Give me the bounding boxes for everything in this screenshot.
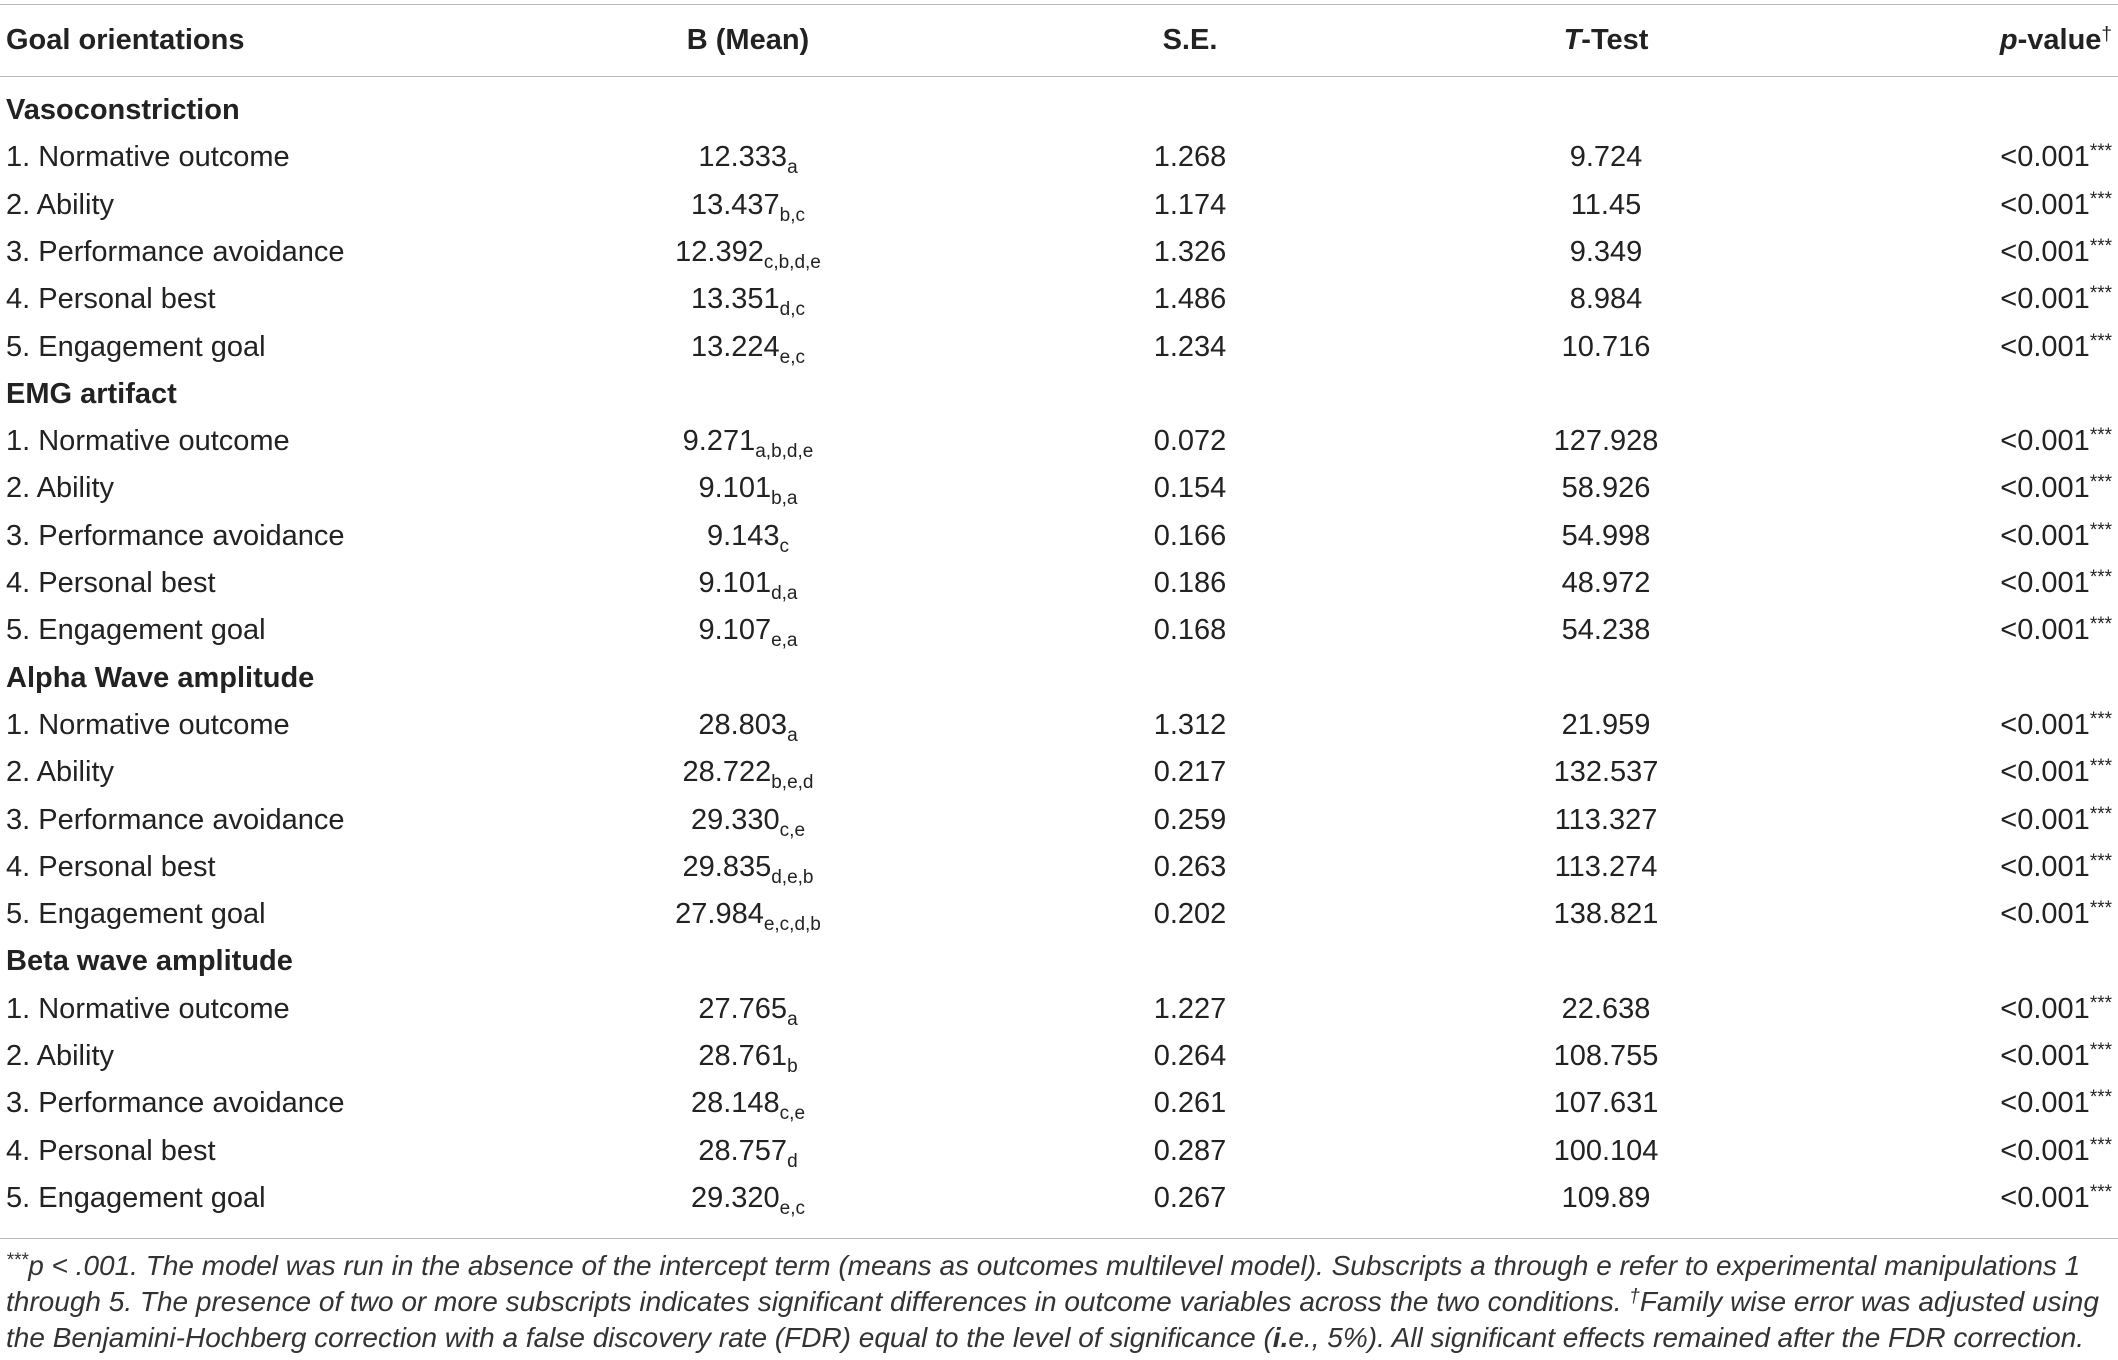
mean-subscript: a [787, 724, 798, 746]
p-value: <0.001 [2000, 898, 2090, 931]
section-title: Beta wave amplitude [6, 945, 293, 978]
p-cell [2000, 749, 2112, 796]
p-cell [2000, 513, 2112, 560]
significance-stars: *** [2089, 1134, 2112, 1156]
table-row [0, 891, 2118, 938]
goal-label: 3. Performance avoidance [6, 235, 345, 268]
se-value: 1.174 [1153, 188, 1227, 221]
p-value: <0.001 [2000, 283, 2090, 316]
table-row [0, 1128, 2118, 1175]
mean-subscript: d,e,b [771, 866, 814, 888]
mean-cell [683, 844, 814, 891]
mean-cell [691, 1175, 805, 1222]
table-row [0, 1080, 2118, 1127]
significance-stars: *** [2089, 850, 2112, 872]
table-row [0, 418, 2118, 465]
goal-label: 2. Ability [6, 756, 114, 789]
mean-value: 29.835 [682, 850, 772, 883]
significance-stars: *** [2089, 803, 2112, 825]
mean-subscript: e,a [771, 630, 798, 652]
se-value: 1.326 [1153, 235, 1227, 268]
p-value: <0.001 [2000, 188, 2090, 221]
t-value: 113.327 [1554, 803, 1658, 836]
mean-value: 28.757 [698, 1134, 788, 1167]
significance-stars: *** [2089, 188, 2112, 210]
se-value: 0.287 [1153, 1134, 1227, 1167]
t-value: 113.274 [1554, 850, 1658, 883]
p-value: <0.001 [2000, 708, 2090, 741]
goal-label: 3. Performance avoidance [6, 519, 345, 552]
se-value: 0.267 [1153, 1181, 1227, 1214]
mean-value: 9.143 [706, 519, 780, 552]
section-title: Vasoconstriction [6, 94, 240, 126]
mean-subscript: c,b,d,e [763, 251, 821, 273]
table-row [0, 797, 2118, 844]
table-row [0, 844, 2118, 891]
significance-stars: *** [2089, 1087, 2112, 1109]
p-value: <0.001 [2000, 235, 2090, 268]
mean-value: 9.271 [682, 425, 756, 458]
se-value: 1.227 [1153, 992, 1227, 1025]
table-row [0, 182, 2118, 229]
mean-cell [683, 418, 814, 465]
significance-stars: *** [2089, 472, 2112, 494]
t-value: 48.972 [1561, 567, 1651, 599]
mean-cell [699, 560, 798, 607]
header-goal-orientations: Goal orientations [6, 24, 245, 56]
p-value: <0.001 [2000, 803, 2090, 836]
section-header-row [0, 87, 2118, 134]
t-value: 132.537 [1553, 756, 1659, 789]
goal-label: 5. Engagement goal [6, 898, 266, 931]
t-value: 11.45 [1570, 188, 1642, 221]
p-value: <0.001 [2000, 425, 2090, 458]
header-t-italic: T [1563, 24, 1582, 56]
significance-stars: *** [2089, 1181, 2112, 1203]
table-row [0, 1033, 2118, 1080]
mean-cell [691, 324, 805, 371]
t-value: 107.631 [1553, 1087, 1659, 1120]
mean-cell [675, 229, 821, 276]
significance-stars: *** [2089, 756, 2112, 778]
significance-stars: *** [2089, 1040, 2112, 1061]
mean-subscript: d [787, 1150, 798, 1172]
t-value: 109.89 [1561, 1181, 1651, 1214]
t-value: 10.716 [1561, 330, 1651, 363]
significance-stars: *** [2089, 708, 2112, 730]
p-cell [2000, 229, 2112, 276]
p-cell [2000, 1033, 2112, 1080]
section-header-row [0, 938, 2118, 985]
mean-value: 9.101 [698, 472, 772, 505]
footnote-stars: *** [6, 1250, 29, 1271]
p-value: <0.001 [2000, 1040, 2090, 1072]
p-cell [2000, 844, 2112, 891]
mean-subscript: d,c [779, 299, 806, 321]
goal-label: 4. Personal best [6, 1134, 216, 1167]
mean-subscript: a [787, 157, 798, 179]
p-value: <0.001 [2000, 614, 2090, 647]
mean-subscript: e,c [779, 1197, 806, 1219]
p-value: <0.001 [2000, 519, 2090, 552]
significance-stars: *** [2089, 567, 2112, 588]
mean-cell [698, 1033, 797, 1080]
header-p-value [2000, 17, 2112, 64]
se-value: 0.259 [1153, 803, 1227, 836]
mean-value: 27.984 [675, 898, 764, 931]
p-value: <0.001 [2000, 141, 2090, 174]
t-value: 138.821 [1553, 898, 1659, 931]
mean-value: 28.761 [698, 1040, 788, 1072]
top-rule [0, 4, 2118, 5]
mean-value: 9.101 [698, 567, 772, 599]
goal-label: 1. Normative outcome [6, 992, 290, 1025]
se-value: 1.268 [1153, 141, 1227, 174]
p-value: <0.001 [2000, 330, 2090, 363]
header-p-italic: p [1999, 24, 2018, 56]
t-value: 108.755 [1553, 1040, 1659, 1072]
table-row [0, 465, 2118, 512]
p-cell [2000, 134, 2112, 181]
se-value: 0.168 [1153, 614, 1227, 647]
se-value: 0.154 [1153, 472, 1227, 505]
mean-value: 28.803 [698, 708, 788, 741]
mean-subscript: e,c,d,b [763, 914, 821, 936]
significance-stars: *** [2089, 992, 2112, 1014]
mean-cell [699, 607, 798, 654]
section-title: EMG artifact [6, 377, 177, 410]
mean-cell [691, 1080, 805, 1127]
p-cell [2000, 324, 2112, 371]
goal-label: 5. Engagement goal [6, 330, 266, 363]
section-title: Alpha Wave amplitude [6, 661, 315, 694]
p-value: <0.001 [2000, 1087, 2090, 1120]
t-value: 100.104 [1553, 1134, 1659, 1167]
goal-label: 4. Personal best [6, 850, 216, 883]
p-cell [2000, 607, 2112, 654]
mean-cell [691, 797, 805, 844]
significance-stars: *** [2089, 330, 2112, 352]
goal-label: 2. Ability [6, 472, 114, 505]
t-value: 9.349 [1569, 235, 1643, 268]
header-b-mean: B (Mean) [686, 24, 810, 56]
se-value: 1.312 [1153, 708, 1227, 741]
mean-cell [698, 134, 797, 181]
mean-subscript: d,a [771, 583, 798, 604]
mean-cell [699, 465, 798, 512]
p-cell [2000, 986, 2112, 1033]
goal-label: 5. Engagement goal [6, 1181, 266, 1214]
t-value: 54.998 [1561, 519, 1651, 552]
mean-subscript: a [787, 1008, 798, 1030]
se-value: 1.234 [1153, 330, 1227, 363]
p-cell [2000, 418, 2112, 465]
bottom-rule [0, 1238, 2118, 1239]
t-value: 127.928 [1553, 425, 1659, 458]
table-row [0, 276, 2118, 323]
mean-value: 28.722 [682, 756, 772, 789]
p-cell [2000, 1175, 2112, 1222]
goal-label: 1. Normative outcome [6, 425, 290, 458]
se-value: 0.263 [1153, 850, 1227, 883]
se-value: 0.072 [1153, 425, 1227, 458]
mean-cell [698, 1128, 797, 1175]
section-header-row [0, 371, 2118, 418]
mean-subscript: b [787, 1056, 798, 1077]
header-p-suffix: -value [2017, 24, 2102, 56]
mean-cell [698, 702, 797, 749]
significance-stars: *** [2089, 283, 2112, 305]
mean-value: 13.224 [690, 330, 780, 363]
p-cell [2000, 891, 2112, 938]
p-cell [2000, 797, 2112, 844]
p-cell [2000, 560, 2112, 607]
p-value: <0.001 [2000, 472, 2090, 505]
p-cell [2000, 1128, 2112, 1175]
header-t-test [1564, 17, 1649, 64]
mean-value: 13.351 [690, 283, 780, 316]
table-row [0, 702, 2118, 749]
mean-cell [707, 513, 789, 560]
significance-stars: *** [2089, 141, 2112, 163]
table-row [0, 1175, 2118, 1222]
table-row [0, 986, 2118, 1033]
se-value: 0.202 [1153, 898, 1227, 931]
mean-subscript: a,b,d,e [755, 441, 814, 463]
t-value: 9.724 [1569, 141, 1643, 174]
goal-label: 1. Normative outcome [6, 708, 290, 741]
goal-label: 4. Personal best [6, 567, 216, 599]
mean-subscript: e,c [779, 346, 806, 368]
t-value: 8.984 [1569, 283, 1643, 316]
significance-stars: *** [2089, 425, 2112, 447]
section-header-row [0, 655, 2118, 702]
footnote-text-1: p < .001. The model was run in the absence of the intercept term (means as outcomes multilevel model). Subscripts a through e refer to experimental manipulations 1 through 5. The presence of two or more subscripts indicates significant differences in outcome variables across the two conditions. [6, 1250, 2081, 1317]
mean-value: 9.107 [698, 614, 772, 647]
mean-value: 29.330 [690, 803, 780, 836]
goal-label: 2. Ability [6, 188, 114, 221]
se-value: 0.166 [1153, 519, 1227, 552]
goal-label: 4. Personal best [6, 283, 216, 316]
mean-value: 13.437 [690, 188, 780, 221]
t-value: 22.638 [1561, 992, 1651, 1025]
significance-stars: *** [2089, 235, 2112, 257]
mean-cell [698, 986, 797, 1033]
mean-subscript: c,e [779, 819, 806, 841]
goal-label: 2. Ability [6, 1040, 114, 1072]
se-value: 1.486 [1153, 283, 1227, 316]
footnote-bold-ie: i. [1272, 1322, 1289, 1353]
table-header-row [0, 17, 2118, 64]
footnote-text-3: e., 5%). All significant effects remained after the FDR correction. [1288, 1322, 2085, 1353]
table-row [0, 749, 2118, 796]
significance-stars: *** [2089, 614, 2112, 636]
goal-label: 3. Performance avoidance [6, 1087, 345, 1120]
mean-subscript: b,c [779, 204, 806, 226]
t-value: 58.926 [1561, 472, 1651, 505]
mean-value: 12.333 [698, 141, 788, 174]
header-dagger: † [2101, 24, 2112, 45]
p-value: <0.001 [2000, 992, 2090, 1025]
t-value: 54.238 [1561, 614, 1651, 647]
p-value: <0.001 [2000, 756, 2090, 789]
footnote-dagger: † [1629, 1286, 1640, 1307]
table-row [0, 324, 2118, 371]
header-t-suffix: -Test [1581, 24, 1649, 56]
p-value: <0.001 [2000, 567, 2090, 599]
table-row [0, 229, 2118, 276]
mean-value: 12.392 [675, 235, 764, 268]
table-row [0, 134, 2118, 181]
mean-subscript: c,e [779, 1103, 806, 1125]
goal-label: 3. Performance avoidance [6, 803, 345, 836]
significance-stars: *** [2089, 519, 2112, 541]
p-value: <0.001 [2000, 850, 2090, 883]
se-value: 0.186 [1153, 567, 1227, 599]
significance-stars: *** [2089, 898, 2112, 920]
mean-cell [683, 749, 814, 796]
mean-subscript: b,a [771, 488, 798, 510]
table-row [0, 607, 2118, 654]
mean-subscript: c [779, 535, 790, 557]
header-se: S.E. [1162, 24, 1218, 56]
mean-value: 27.765 [698, 992, 788, 1025]
header-rule [0, 76, 2118, 77]
footnote-text-2: Family wise error was adjusted using the Benjamini-Hochberg correction with a false discovery rate (FDR) equal to the level of significance ( [6, 1286, 2099, 1353]
se-value: 0.217 [1153, 756, 1227, 789]
table-footnote [6, 1248, 2116, 1356]
p-value: <0.001 [2000, 1181, 2090, 1214]
mean-cell [675, 891, 821, 938]
p-cell [2000, 182, 2112, 229]
mean-subscript: b,e,d [771, 772, 814, 794]
p-cell [2000, 1080, 2112, 1127]
mean-cell [691, 182, 805, 229]
table-row [0, 513, 2118, 560]
p-cell [2000, 465, 2112, 512]
goal-label: 1. Normative outcome [6, 141, 290, 174]
mean-value: 28.148 [690, 1087, 780, 1120]
se-value: 0.261 [1153, 1087, 1227, 1120]
mean-value: 29.320 [690, 1181, 780, 1214]
se-value: 0.264 [1153, 1040, 1227, 1072]
p-cell [2000, 276, 2112, 323]
goal-label: 5. Engagement goal [6, 614, 266, 647]
p-cell [2000, 702, 2112, 749]
p-value: <0.001 [2000, 1134, 2090, 1167]
t-value: 21.959 [1561, 708, 1651, 741]
table-row [0, 560, 2118, 607]
mean-cell [691, 276, 805, 323]
